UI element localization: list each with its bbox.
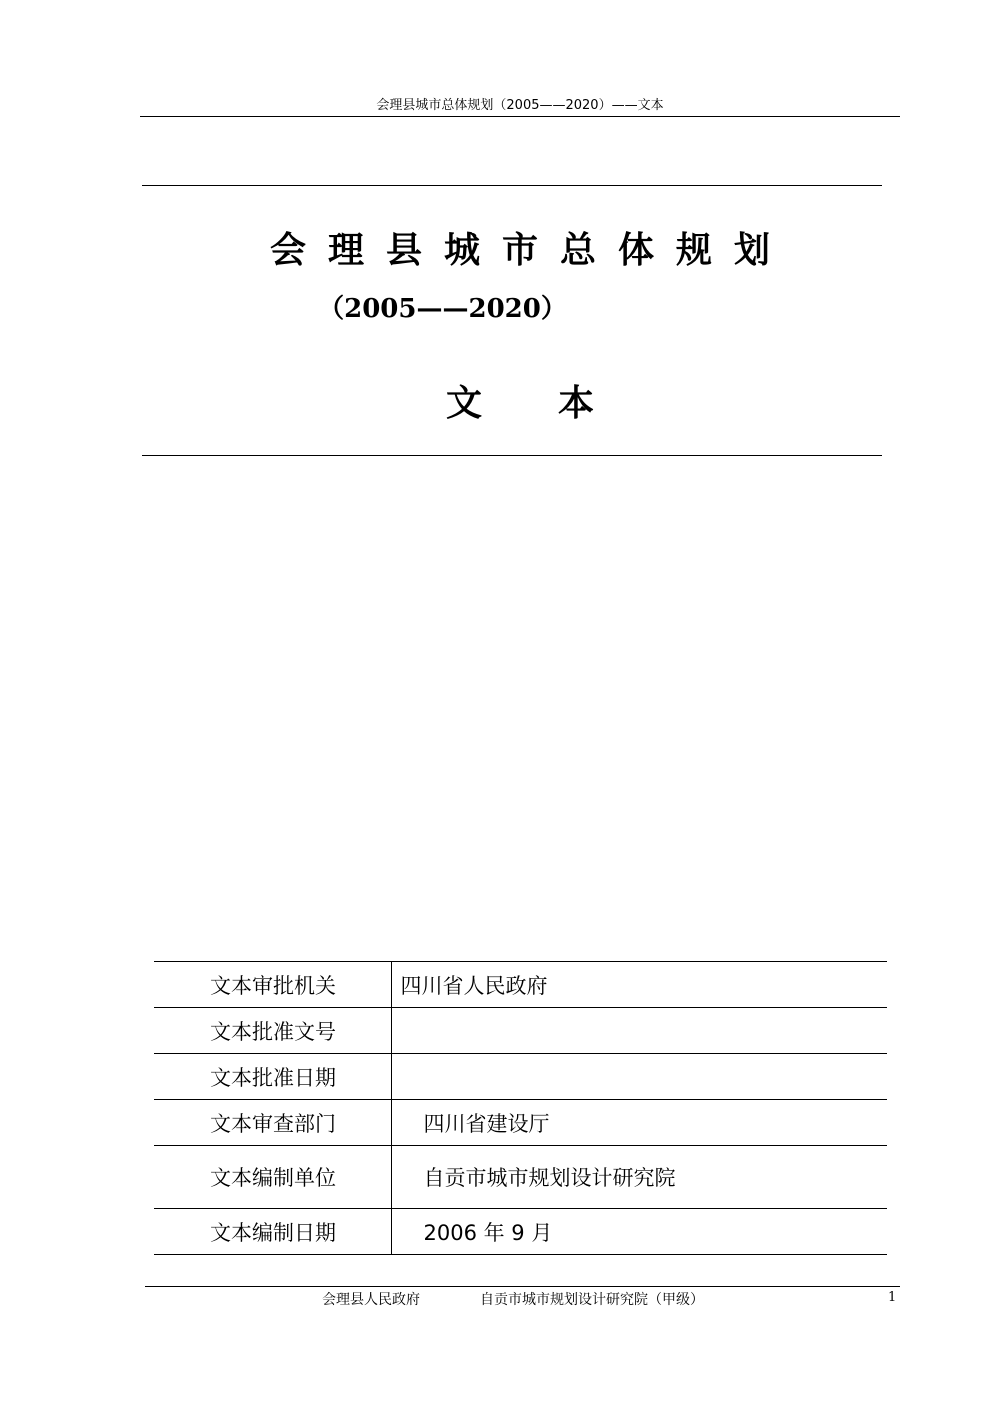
row-value: 四川省人民政府: [391, 962, 887, 1008]
table-row: [154, 1209, 887, 1255]
row-label: 文本编制日期: [154, 1209, 391, 1255]
table-row: [154, 1054, 887, 1100]
row-label: 文本审查部门: [154, 1100, 391, 1146]
footer-client: 会理县人民政府: [322, 1292, 420, 1308]
table-row: [154, 1100, 887, 1146]
document-type-char-2: 本: [558, 383, 595, 424]
title-bottom-rule: [142, 455, 882, 456]
row-label: 文本审批机关: [154, 962, 391, 1008]
row-value: 2006 年 9 月: [391, 1209, 887, 1255]
running-header: 会理县城市总体规划（2005——2020）——文本: [376, 98, 664, 113]
document-type: [0, 375, 993, 426]
table-row: [154, 1008, 887, 1054]
header-rule: [140, 116, 900, 117]
row-label: 文本批准文号: [154, 1008, 391, 1054]
title-top-rule: [142, 185, 882, 186]
footer-rule: [145, 1286, 900, 1287]
row-value: [391, 1054, 887, 1100]
page-number: 1: [888, 1290, 897, 1305]
row-value: 四川省建设厅: [391, 1100, 887, 1146]
table-row: [154, 1146, 887, 1209]
approval-info-table: [154, 961, 887, 1255]
footer-author: 自贡市城市规划设计研究院（甲级）: [480, 1292, 704, 1308]
document-type-char-1: 文: [445, 383, 482, 424]
row-label: 文本编制单位: [154, 1146, 391, 1209]
row-label: 文本批准日期: [154, 1054, 391, 1100]
table-row: [154, 962, 887, 1008]
document-title: 会理县城市总体规划: [269, 230, 792, 271]
planning-period: （2005——2020）: [318, 294, 567, 324]
row-value: 自贡市城市规划设计研究院: [391, 1146, 887, 1209]
row-value: [391, 1008, 887, 1054]
